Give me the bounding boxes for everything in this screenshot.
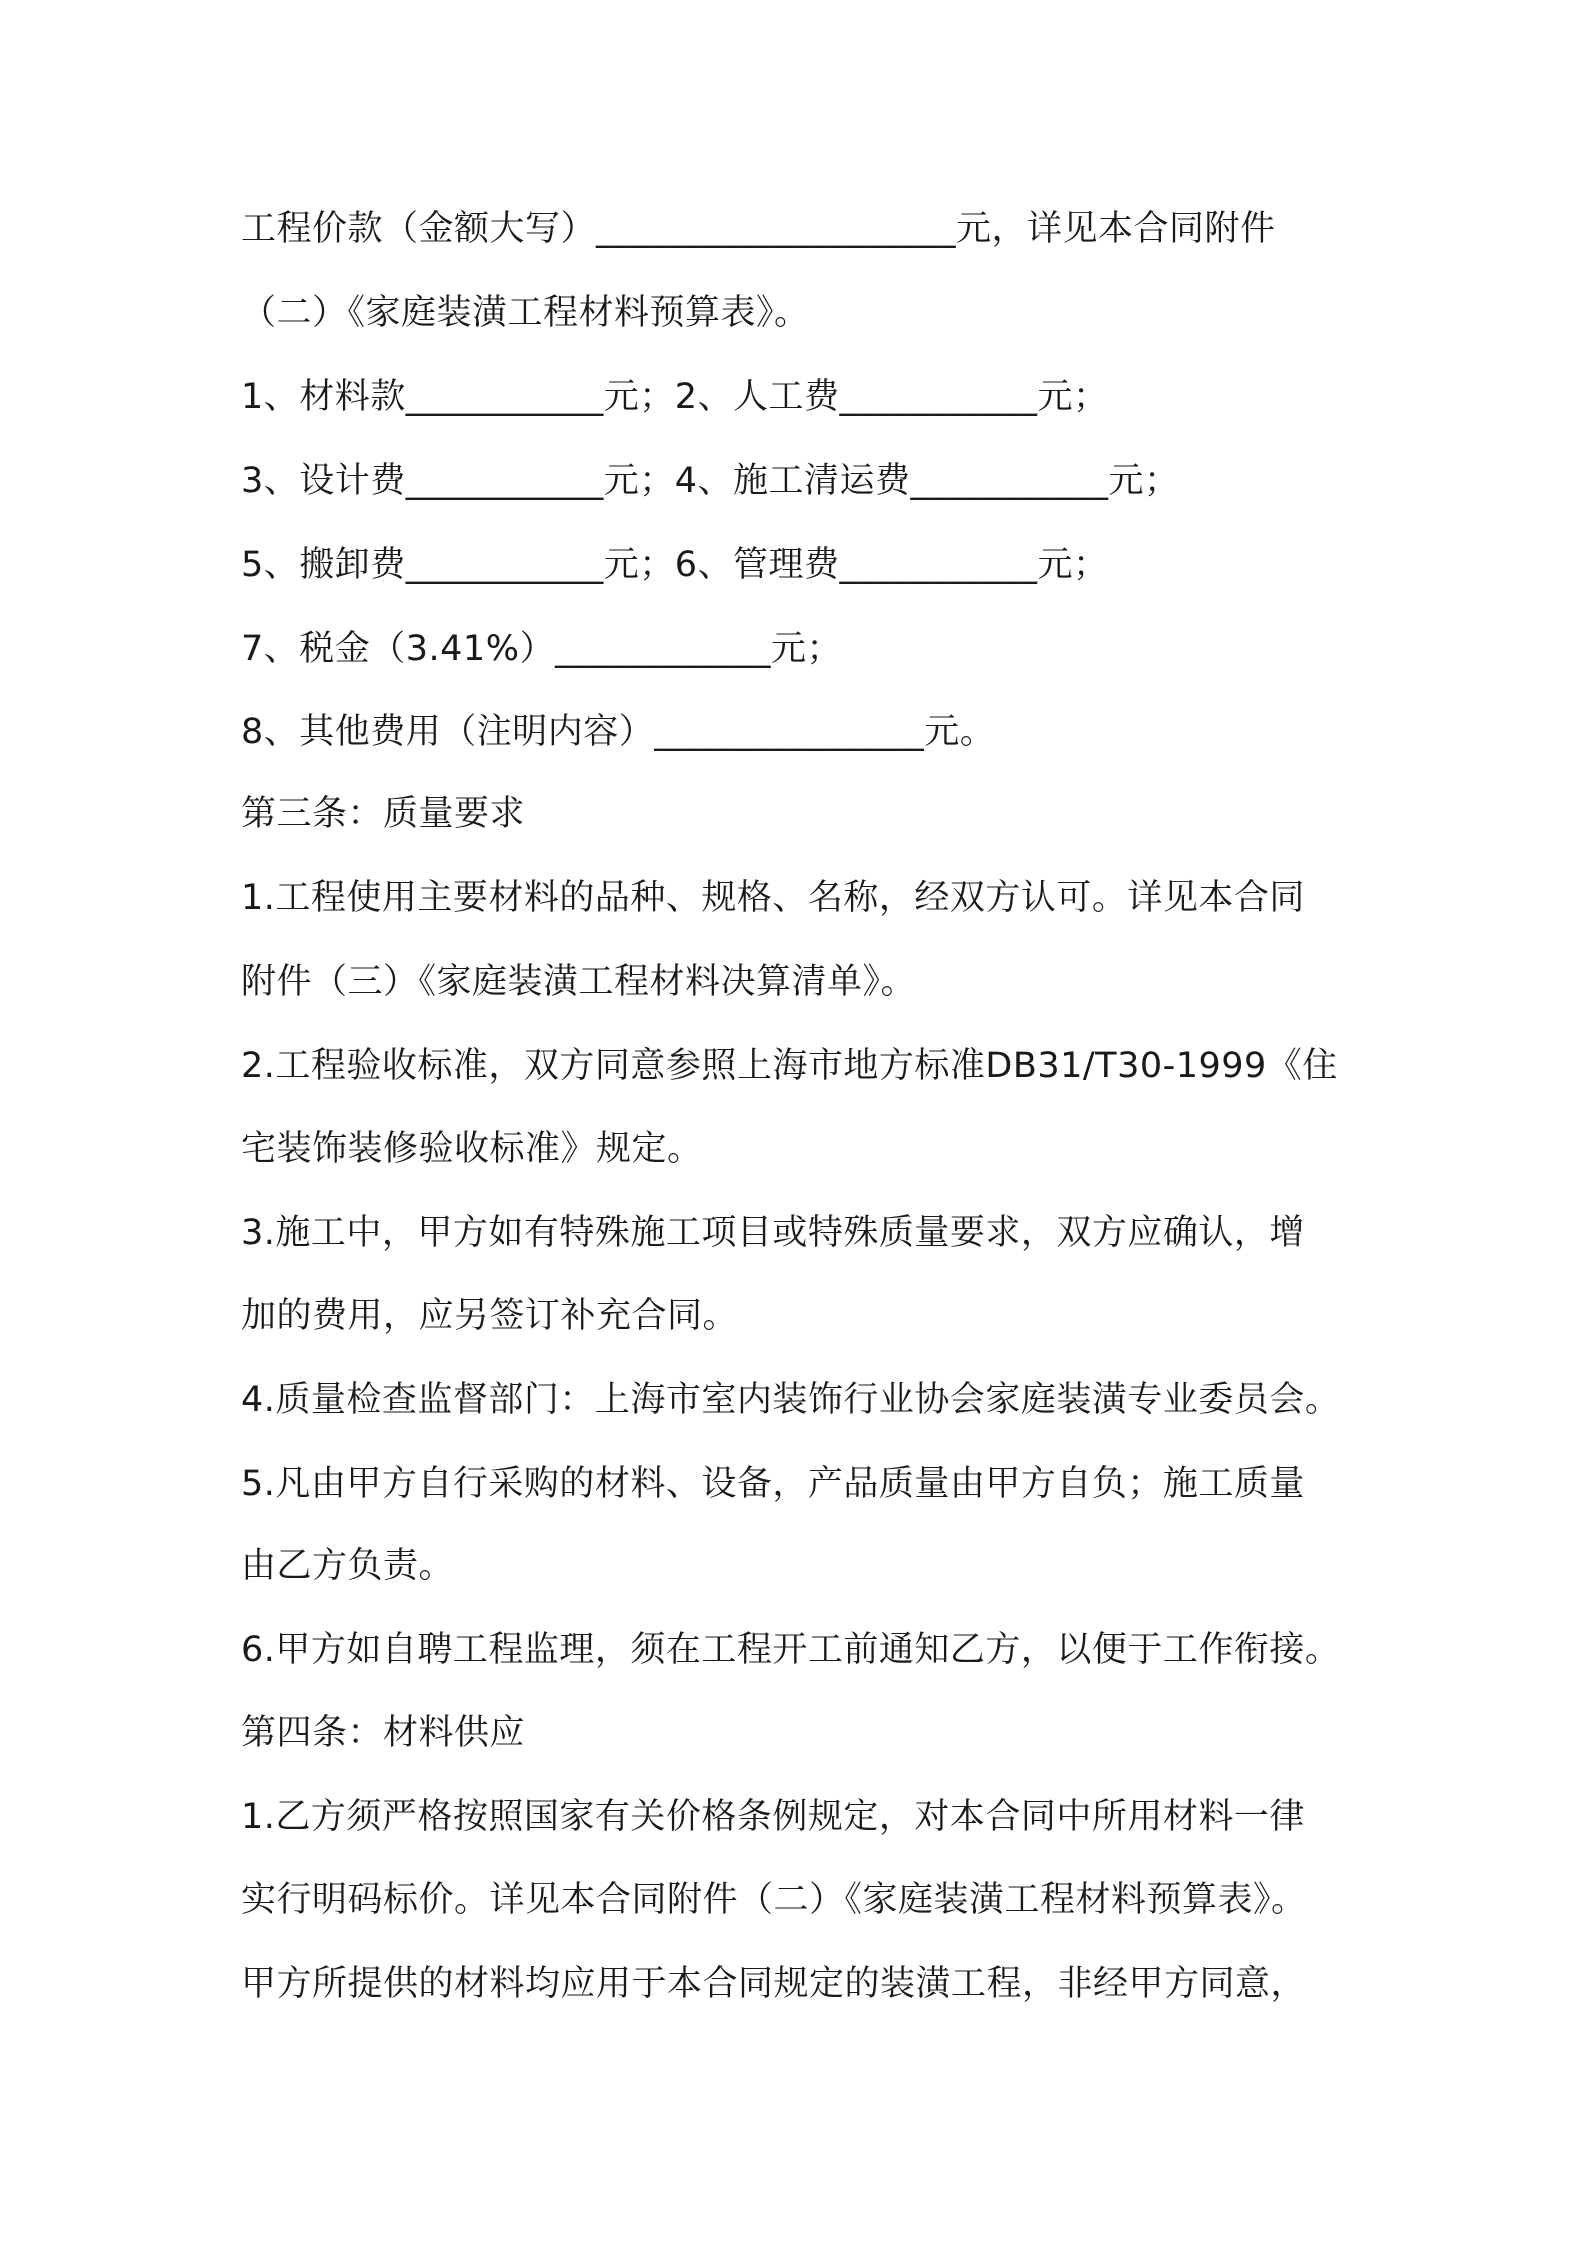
text-line-other-fees: 8、其他费用（注明内容）_______________元。	[241, 712, 996, 752]
section-heading-materials: 第四条：材料供应	[241, 1713, 526, 1753]
text-line-fee-1-2: 1、材料款___________元；2、人工费___________元；	[241, 377, 1109, 417]
text-line-materials-1c: 甲方所提供的材料均应用于本合同规定的装潢工程，非经甲方同意，	[241, 1964, 1307, 2004]
text-line-quality-2b: 宅装饰装修验收标准》规定。	[241, 1129, 703, 1169]
text-line-quality-5b: 由乙方负责。	[241, 1546, 455, 1586]
text-line-fee-5-6: 5、搬卸费___________元；6、管理费___________元；	[241, 545, 1109, 585]
text-line-quality-3a: 3.施工中，甲方如有特殊施工项目或特殊质量要求，双方应确认，增	[241, 1213, 1305, 1253]
text-line-attachment-two: （二）《家庭装潢工程材料预算表》。	[241, 293, 810, 333]
section-heading-quality: 第三条：质量要求	[241, 794, 526, 834]
text-line-fee-3-4: 3、设计费___________元；4、施工清运费___________元；	[241, 461, 1180, 501]
text-line-quality-1b: 附件（三）《家庭装潢工程材料决算清单》。	[241, 962, 917, 1002]
text-line-quality-3b: 加的费用，应另签订补充合同。	[241, 1296, 739, 1336]
text-line-quality-4: 4.质量检查监督部门：上海市室内装饰行业协会家庭装潢专业委员会。	[241, 1380, 1341, 1420]
text-line-quality-5a: 5.凡由甲方自行采购的材料、设备，产品质量由甲方自负；施工质量	[241, 1464, 1305, 1504]
text-line-tax: 7、税金（3.41%）____________元；	[241, 629, 842, 669]
text-line-materials-1a: 1.乙方须严格按照国家有关价格条例规定，对本合同中所用材料一律	[241, 1797, 1305, 1837]
text-line-price-total: 工程价款（金额大写）____________________元，详见本合同附件	[241, 209, 1276, 249]
text-line-quality-2a: 2.工程验收标准，双方同意参照上海市地方标准DB31/T30-1999《住	[241, 1046, 1338, 1086]
text-line-quality-1a: 1.工程使用主要材料的品种、规格、名称，经双方认可。详见本合同	[241, 878, 1305, 918]
text-line-materials-1b: 实行明码标价。详见本合同附件（二）《家庭装潢工程材料预算表》。	[241, 1880, 1307, 1920]
text-line-quality-6: 6.甲方如自聘工程监理，须在工程开工前通知乙方，以便于工作衔接。	[241, 1630, 1341, 1670]
